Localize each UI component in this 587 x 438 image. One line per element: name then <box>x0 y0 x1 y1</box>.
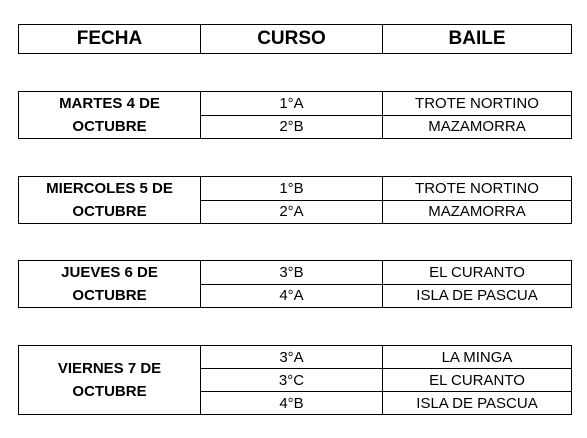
baile-cell: ISLA DE PASCUA <box>383 392 572 415</box>
table-row <box>19 346 572 369</box>
curso-cell: 4°A <box>201 284 383 308</box>
curso-cell: 3°A <box>201 346 383 369</box>
fecha-line2: OCTUBRE <box>72 287 147 304</box>
baile-cell: EL CURANTO <box>383 261 572 285</box>
fecha-cell <box>19 261 201 308</box>
header-fecha: FECHA <box>19 25 201 54</box>
fecha-line1: JUEVES 6 DE <box>61 264 158 281</box>
day-table-viernes <box>18 345 572 415</box>
curso-cell: 3°C <box>201 369 383 392</box>
baile-cell: TROTE NORTINO <box>383 177 572 201</box>
baile-cell: ISLA DE PASCUA <box>383 284 572 308</box>
fecha-cell <box>19 177 201 224</box>
curso-cell: 3°B <box>201 261 383 285</box>
fecha-line1: MARTES 4 DE <box>59 95 160 112</box>
table-row <box>19 261 572 285</box>
fecha-line2: OCTUBRE <box>72 203 147 220</box>
curso-cell: 1°B <box>201 177 383 201</box>
fecha-line1: MIERCOLES 5 DE <box>46 180 173 197</box>
baile-cell: LA MINGA <box>383 346 572 369</box>
curso-cell: 1°A <box>201 92 383 116</box>
fecha-line2: OCTUBRE <box>72 118 147 135</box>
fecha-cell <box>19 346 201 415</box>
day-table-jueves <box>18 260 572 308</box>
baile-cell: TROTE NORTINO <box>383 92 572 116</box>
fecha-cell <box>19 92 201 139</box>
table-row <box>19 92 572 116</box>
fecha-line2: OCTUBRE <box>72 383 147 400</box>
day-table-miercoles <box>18 176 572 224</box>
curso-cell: 2°B <box>201 115 383 139</box>
baile-cell: MAZAMORRA <box>383 115 572 139</box>
baile-cell: EL CURANTO <box>383 369 572 392</box>
schedule-header-table <box>18 24 572 54</box>
header-row <box>19 25 572 54</box>
day-table-martes <box>18 91 572 139</box>
table-row <box>19 177 572 201</box>
fecha-line1: VIERNES 7 DE <box>57 360 162 377</box>
curso-cell: 2°A <box>201 200 383 224</box>
curso-cell: 4°B <box>201 392 383 415</box>
baile-cell: MAZAMORRA <box>383 200 572 224</box>
header-curso: CURSO <box>201 25 383 54</box>
header-baile: BAILE <box>383 25 572 54</box>
